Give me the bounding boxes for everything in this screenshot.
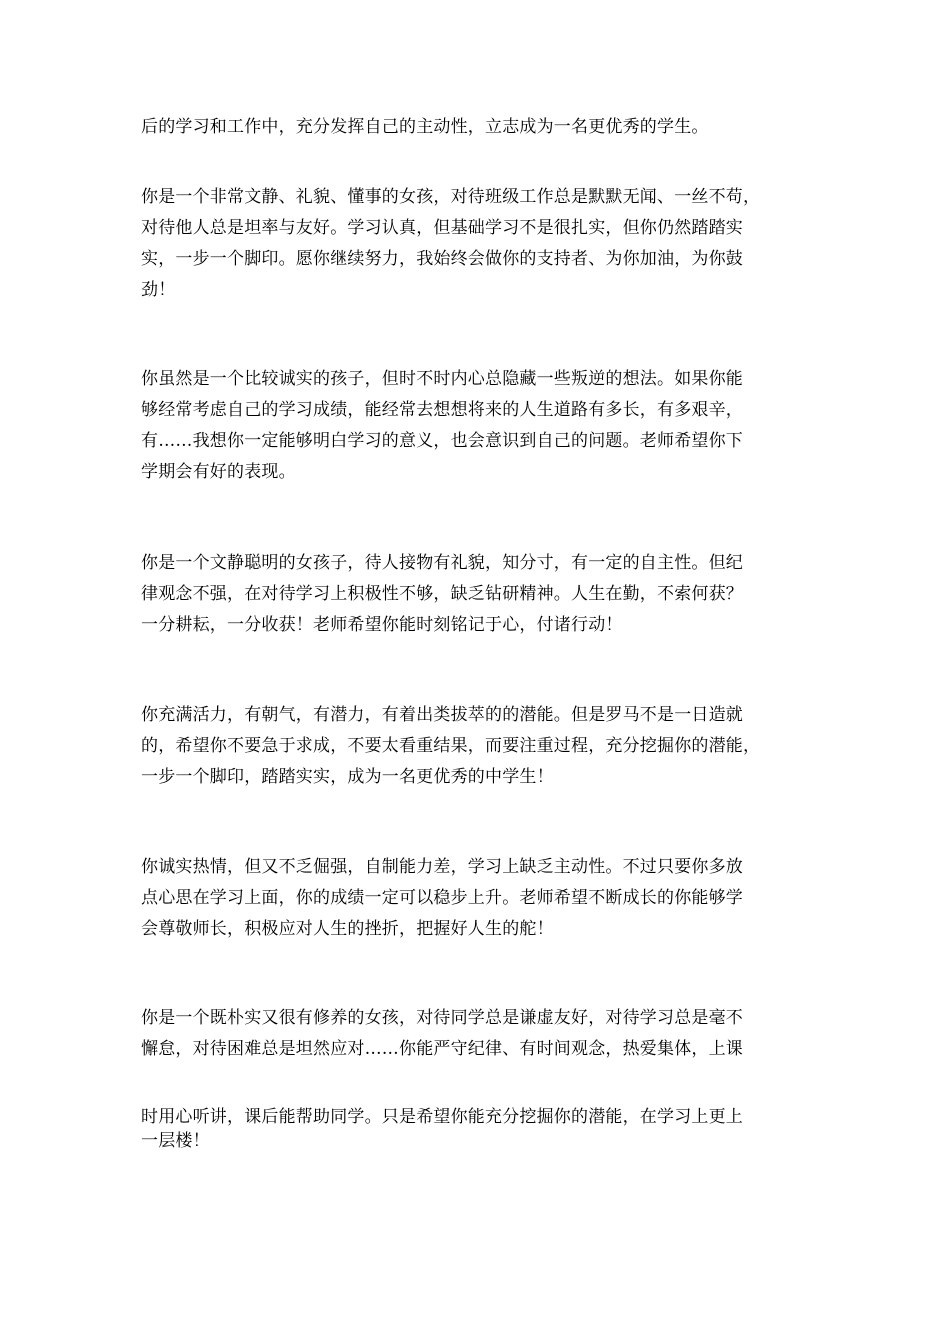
paragraph-6 <box>141 852 831 945</box>
text-line: 你是一个文静聪明的女孩子，待人接物有礼貌，知分寸，有一定的自主性。但纪 <box>141 553 743 573</box>
paragraph-3 <box>141 364 831 488</box>
text-line: 你是一个非常文静、礼貌、懂事的女孩，对待班级工作总是默默无闻、一丝不苟， <box>141 187 761 207</box>
text-line: 劲！ <box>141 280 176 300</box>
paragraph-8 <box>141 1105 831 1153</box>
text-line: 律观念不强，在对待学习上积极性不够，缺乏钻研精神。人生在勤，不索何获？ <box>141 584 743 604</box>
paragraph-4 <box>141 548 831 641</box>
text-line: 懈怠，对待困难总是坦然应对……你能严守纪律、有时间观念，热爱集体，上课 <box>141 1039 743 1059</box>
text-line: 一步一个脚印，踏踏实实，成为一名更优秀的中学生！ <box>141 767 554 787</box>
text-line: 点心思在学习上面，你的成绩一定可以稳步上升。老师希望不断成长的你能够学 <box>141 888 743 908</box>
paragraph-7 <box>141 1003 831 1065</box>
text-line: 学期会有好的表现。 <box>141 462 296 482</box>
text-line: 你诚实热情，但又不乏倔强，自制能力差，学习上缺乏主动性。不过只要你多放 <box>141 857 743 877</box>
text-line: 会尊敬师长，积极应对人生的挫折，把握好人生的舵！ <box>141 919 554 939</box>
paragraph-1 <box>141 112 831 143</box>
text-line: 有……我想你一定能够明白学习的意义，也会意识到自己的问题。老师希望你下 <box>141 431 743 451</box>
text-line: 的，希望你不要急于求成，不要太看重结果，而要注重过程，充分挖掘你的潜能， <box>141 736 761 756</box>
text-line: 实，一步一个脚印。愿你继续努力，我始终会做你的支持者、为你加油，为你鼓 <box>141 249 743 269</box>
text-line: 对待他人总是坦率与友好。学习认真，但基础学习不是很扎实，但你仍然踏踏实 <box>141 218 743 238</box>
text-line: 够经常考虑自己的学习成绩，能经常去想想将来的人生道路有多长，有多艰辛， <box>141 400 743 420</box>
text-line: 时用心听讲，课后能帮助同学。只是希望你能充分挖掘你的潜能，在学习上更上 <box>141 1107 743 1127</box>
text-line: 你充满活力，有朝气，有潜力，有着出类拔萃的的潜能。但是罗马不是一日造就 <box>141 705 743 725</box>
text-line: 你虽然是一个比较诚实的孩子，但时不时内心总隐藏一些叛逆的想法。如果你能 <box>141 369 743 389</box>
text-line: 一层楼！ <box>141 1131 210 1151</box>
paragraph-5 <box>141 700 831 793</box>
text-line: 后的学习和工作中，充分发挥自己的主动性，立志成为一名更优秀的学生。 <box>141 117 709 137</box>
text-line: 一分耕耘，一分收获！老师希望你能时刻铭记于心，付诸行动！ <box>141 615 623 635</box>
text-line: 你是一个既朴实又很有修养的女孩，对待同学总是谦虚友好，对待学习总是毫不 <box>141 1008 743 1028</box>
paragraph-2 <box>141 182 831 306</box>
